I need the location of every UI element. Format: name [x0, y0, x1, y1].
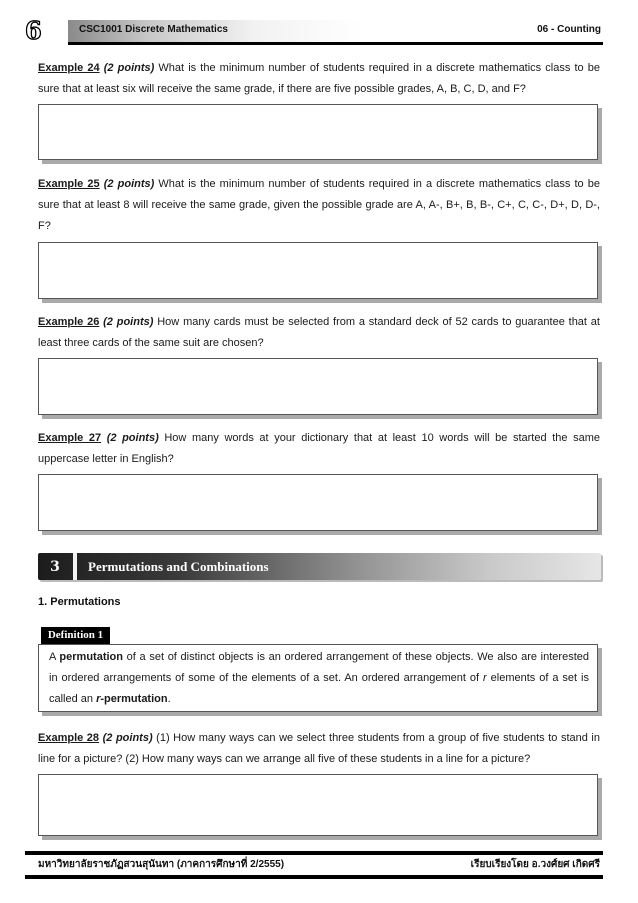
definition-tab: Definition 1: [41, 627, 110, 644]
footer-author: เรียบเรียงโดย อ.วงศ์ยศ เกิดศรี: [470, 859, 600, 870]
example-points: (2 points): [103, 316, 154, 328]
answer-box-26[interactable]: [38, 358, 598, 415]
definition-term: permutation: [59, 651, 123, 663]
course-title: CSC1001 Discrete Mathematics: [79, 24, 228, 35]
definition-text-part: A: [49, 651, 60, 663]
section-title: Permutations and Combinations: [88, 559, 269, 574]
answer-box-27[interactable]: [38, 474, 598, 531]
example-24: [38, 58, 600, 100]
example-text: How many words at your dictionary that at least 10 words will be started the same uppercase letter in English?: [38, 432, 600, 465]
answer-box-25[interactable]: [38, 242, 598, 299]
footer-rule-bottom: [25, 875, 603, 879]
definition-text-part: .: [167, 693, 171, 705]
subsection-title: 1. Permutations: [38, 596, 121, 608]
section-number: 3: [50, 559, 60, 575]
example-27: [38, 428, 600, 470]
example-text: What is the minimum number of students required in a discrete mathematics class to be sure that at least 8 will receive the same grade, given the possible grade are A, A-, B+, B, B-, C+, C, C-, D+, D, D-, F?: [38, 178, 600, 232]
answer-box-24[interactable]: [38, 104, 598, 160]
definition-text-part: of a set of distinct objects is an ordered arrangement of these objects. We also are interested in ordered arrangements of some of the elements of a set. An ordered arrangement of: [49, 651, 589, 684]
page-header: [25, 14, 603, 44]
example-points: (2 points): [106, 432, 159, 444]
example-label: Example 26: [38, 316, 100, 328]
answer-box-28[interactable]: [38, 774, 598, 836]
definition-term: -permutation: [100, 693, 168, 705]
definition-text-part: elements of a set is called an: [49, 672, 589, 705]
example-points: (2 points): [103, 178, 155, 190]
definition-variable: r: [483, 672, 487, 684]
chapter-title: 06 - Counting: [537, 24, 601, 35]
example-points: (2 points): [102, 732, 153, 744]
section-header: [38, 553, 601, 582]
example-text: What is the minimum number of students required in a discrete mathematics class to be sure that at least six will receive the same grade, if there are five possible grades, A, B, C, D, and F?: [38, 62, 600, 95]
example-text: (1) How many ways can we select three students from a group of five students to stand in line for a picture? (2) How many ways can we arrange all five of these students in a line for a picture?: [38, 732, 600, 765]
example-label: Example 27: [38, 432, 102, 444]
example-label: Example 24: [38, 62, 100, 74]
example-26: [38, 312, 600, 354]
example-points: (2 points): [103, 62, 155, 74]
page-number: 6: [25, 16, 42, 45]
definition-box: [38, 644, 598, 712]
definition-text: [49, 647, 589, 710]
footer-rule-top: [25, 851, 603, 855]
section-divider: [73, 553, 77, 580]
header-rule: [68, 42, 603, 45]
example-28: [38, 728, 600, 770]
example-text: How many cards must be selected from a standard deck of 52 cards to guarantee that at least three cards of the same suit are chosen?: [38, 316, 600, 349]
example-label: Example 25: [38, 178, 100, 190]
footer-university: มหาวิทยาลัยราชภัฏสวนสุนันทา (ภาคการศึกษาที่ 2/2555): [38, 859, 285, 870]
definition-variable: r: [96, 693, 101, 705]
example-label: Example 28: [38, 732, 100, 744]
example-25: [38, 174, 600, 237]
